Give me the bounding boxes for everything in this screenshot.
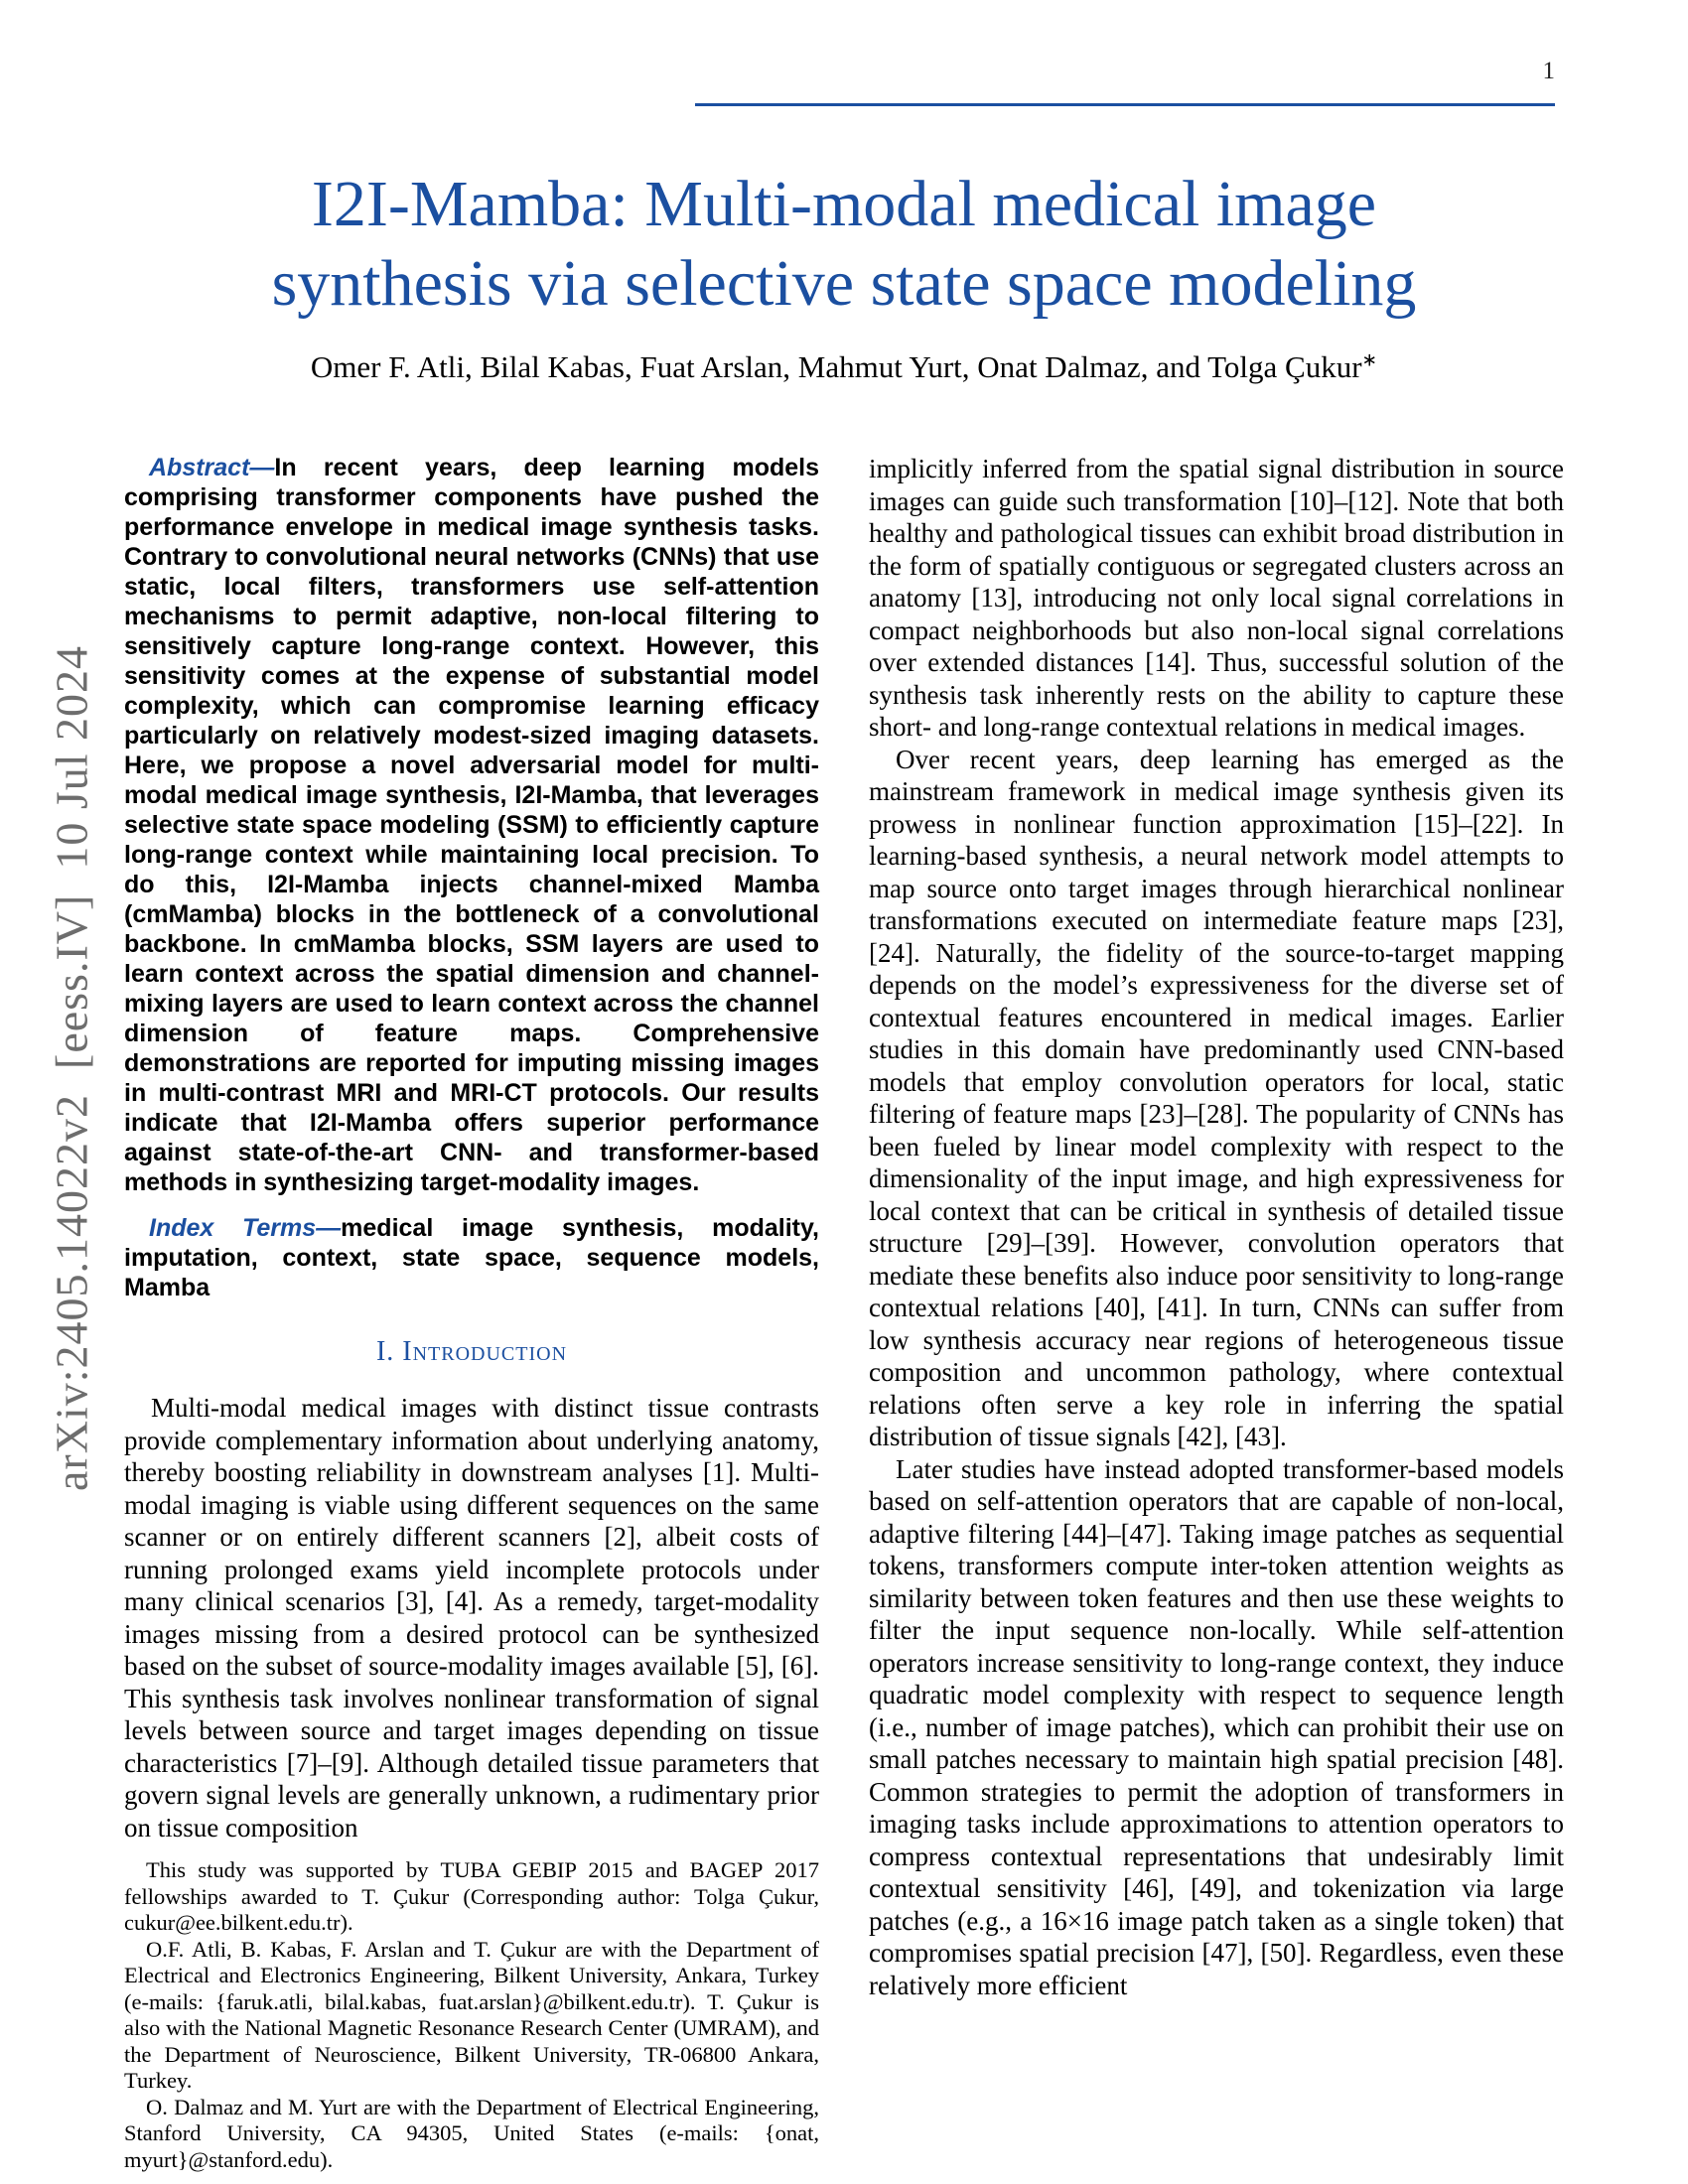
body-paragraph-continuation: implicitly inferred from the spatial signal distribution in source images can guide such transformation [10]–[12]. Note that both healthy and pathological tissues can exhibit broad distribution in the form of spatially contiguous or segregated clusters across an anatomy [13], introducing not only local signal correlations in compact neighborhoods but also non-local signal correlations over extended distances [14]. Thus, successful solution of the synthesis task inherently rests on the ability to capture these short- and long-range contextual relations in medical images. xyxy=(869,454,1564,742)
left-column xyxy=(124,453,819,2172)
abstract-text: In recent years, deep learning models comprising transformer components have pushed the performance envelope in medical image synthesis tasks. Contrary to convolutional neural networks (CNNs) that use static, local filters, transformers use self-attention mechanisms to permit adaptive, non-local filtering to sensitively capture long-range context. However, this sensitivity comes at the expense of substantial model complexity, which can compromise learning efficacy particularly on relatively modest-sized imaging datasets. Here, we propose a novel adversarial model for multi-modal medical image synthesis, I2I-Mamba, that leverages selective state space modeling (SSM) to efficiently capture long-range context while maintaining local precision. To do this, I2I-Mamba injects channel-mixed Mamba (cmMamba) blocks in the bottleneck of a convolutional backbone. In cmMamba blocks, SSM layers are used to learn context across the spatial dimension and channel-mixing layers are used to learn context across the channel dimension of feature maps. Comprehensive demonstrations are reported for imputing missing images in multi-contrast MRI and MRI-CT protocols. Our results indicate that I2I-Mamba offers superior performance against state-of-the-art CNN- and transformer-based methods in synthesizing target-modality images. xyxy=(124,454,819,1196)
paper-title-line1: I2I-Mamba: Multi-modal medical image xyxy=(311,168,1377,240)
header-rule xyxy=(695,103,1555,106)
author-footnotes xyxy=(124,1843,819,2173)
section-heading-introduction xyxy=(124,1336,819,1368)
right-column xyxy=(869,453,1564,2001)
index-terms xyxy=(124,1213,819,1302)
footnote-support: This study was supported by TUBA GEBIP 2015 and BAGEP 2017 fellowships awarded to T. Çukur (Corresponding author: Tolga Çukur, cukur@ee.bilkent.edu.tr). xyxy=(124,1857,819,1935)
paper-title xyxy=(124,165,1564,324)
abstract xyxy=(124,453,819,1197)
page-number: 1 xyxy=(1542,58,1555,84)
footnote-affiliation-stanford: O. Dalmaz and M. Yurt are with the Department of Electrical Engineering, Stanford University, CA 94305, United States (e-mails: {onat, myurt}@stanford.edu). xyxy=(124,2094,819,2172)
index-terms-text: medical image synthesis, modality, imputation, context, state space, sequence models, Mamba xyxy=(124,1214,819,1301)
footnote-affiliation-bilkent: O.F. Atli, B. Kabas, F. Arslan and T. Çukur are with the Department of Electrical and Electronics Engineering, Bilkent University, Ankara, Turkey (e-mails: {faruk.atli, bilal.kabas, fuat.arslan}@bilkent.edu.tr). T. Çukur is also with the National Magnetic Resonance Research Center (UMRAM), and the Department of Neuroscience, Bilkent University, TR-06800 Ankara, Turkey. xyxy=(124,1936,819,2093)
author-names: Omer F. Atli, Bilal Kabas, Fuat Arslan, Mahmut Yurt, Onat Dalmaz, and Tolga Çukur xyxy=(310,349,1362,384)
section-title: Introduction xyxy=(402,1336,568,1367)
index-terms-label: Index Terms— xyxy=(149,1214,342,1242)
body-paragraph-transformers: Later studies have instead adopted transformer-based models based on self-attention operators that are capable of non-local, adaptive filtering [44]–[47]. Taking image patches as sequential tokens, transformers compute inter-token attention weights as similarity between token features and then use these weights to filter the input sequence non-locally. While self-attention operators increase sensitivity to long-range context, they induce quadratic model complexity with respect to sequence length (i.e., number of image patches), which can prohibit their use on small patches necessary to maintain high spatial precision [48]. Common strategies to permit the adoption of transformers in imaging tasks include approximations to attention operators to compress contextual representations that undesirably limit contextual sensitivity [46], [49], and tokenization via large patches (e.g., a 16×16 image patch taken as a single token) that compromises spatial precision [47], [50]. Regardless, even these relatively more efficient xyxy=(869,1453,1564,2000)
abstract-label: Abstract— xyxy=(149,454,275,481)
body-paragraph-deep-learning: Over recent years, deep learning has emerged as the mainstream framework in medical image synthesis given its prowess in nonlinear function approximation [15]–[22]. In learning-based synthesis, a neural network model attempts to map source onto target images through hierarchical nonlinear transformations executed on intermediate feature maps [23], [24]. Naturally, the fidelity of the source-to-target mapping depends on the model’s expressiveness for the diverse set of contextual features encountered in medical images. Earlier studies in this domain have predominantly used CNN-based models that employ convolution operators for local, static filtering of feature maps [23]–[28]. The popularity of CNNs has been fueled by linear model complexity with respect to the dimensionality of the input image, and high expressiveness for local context that can be critical in synthesis of detailed tissue structure [29]–[39]. However, convolution operators that mediate these benefits also induce poor sensitivity to long-range contextual relations [40], [41]. In turn, CNNs can suffer from low synthesis accuracy near regions of heterogeneous tissue composition and uncommon pathology, where contextual relations often serve a key role in inferring the spatial distribution of tissue signals [42], [43]. xyxy=(869,744,1564,1451)
corresponding-author-asterisk: ∗ xyxy=(1361,349,1378,371)
introduction-paragraph: Multi-modal medical images with distinct tissue contrasts provide complementary information about underlying anatomy, thereby boosting reliability in downstream analyses [1]. Multi-modal imaging is viable using different sequences on the same scanner or on entirely different scanners [2], albeit costs of running prolonged exams yield incomplete protocols under many clinical scenarios [3], [4]. As a remedy, target-modality images missing from a desired protocol can be synthesized based on the subset of source-modality images available [5], [6]. This synthesis task involves nonlinear transformation of signal levels between source and target images depending on tissue characteristics [7]–[9]. Although detailed tissue parameters that govern signal levels are generally unknown, a rudimentary prior on tissue composition xyxy=(124,1393,819,1843)
arxiv-watermark: arXiv:2405.14022v2 [eess.IV] 10 Jul 2024 xyxy=(46,644,97,1492)
section-number: I. xyxy=(375,1336,395,1367)
paper-title-line2: synthesis via selective state space modeling xyxy=(271,247,1417,320)
authors-line xyxy=(124,349,1564,385)
